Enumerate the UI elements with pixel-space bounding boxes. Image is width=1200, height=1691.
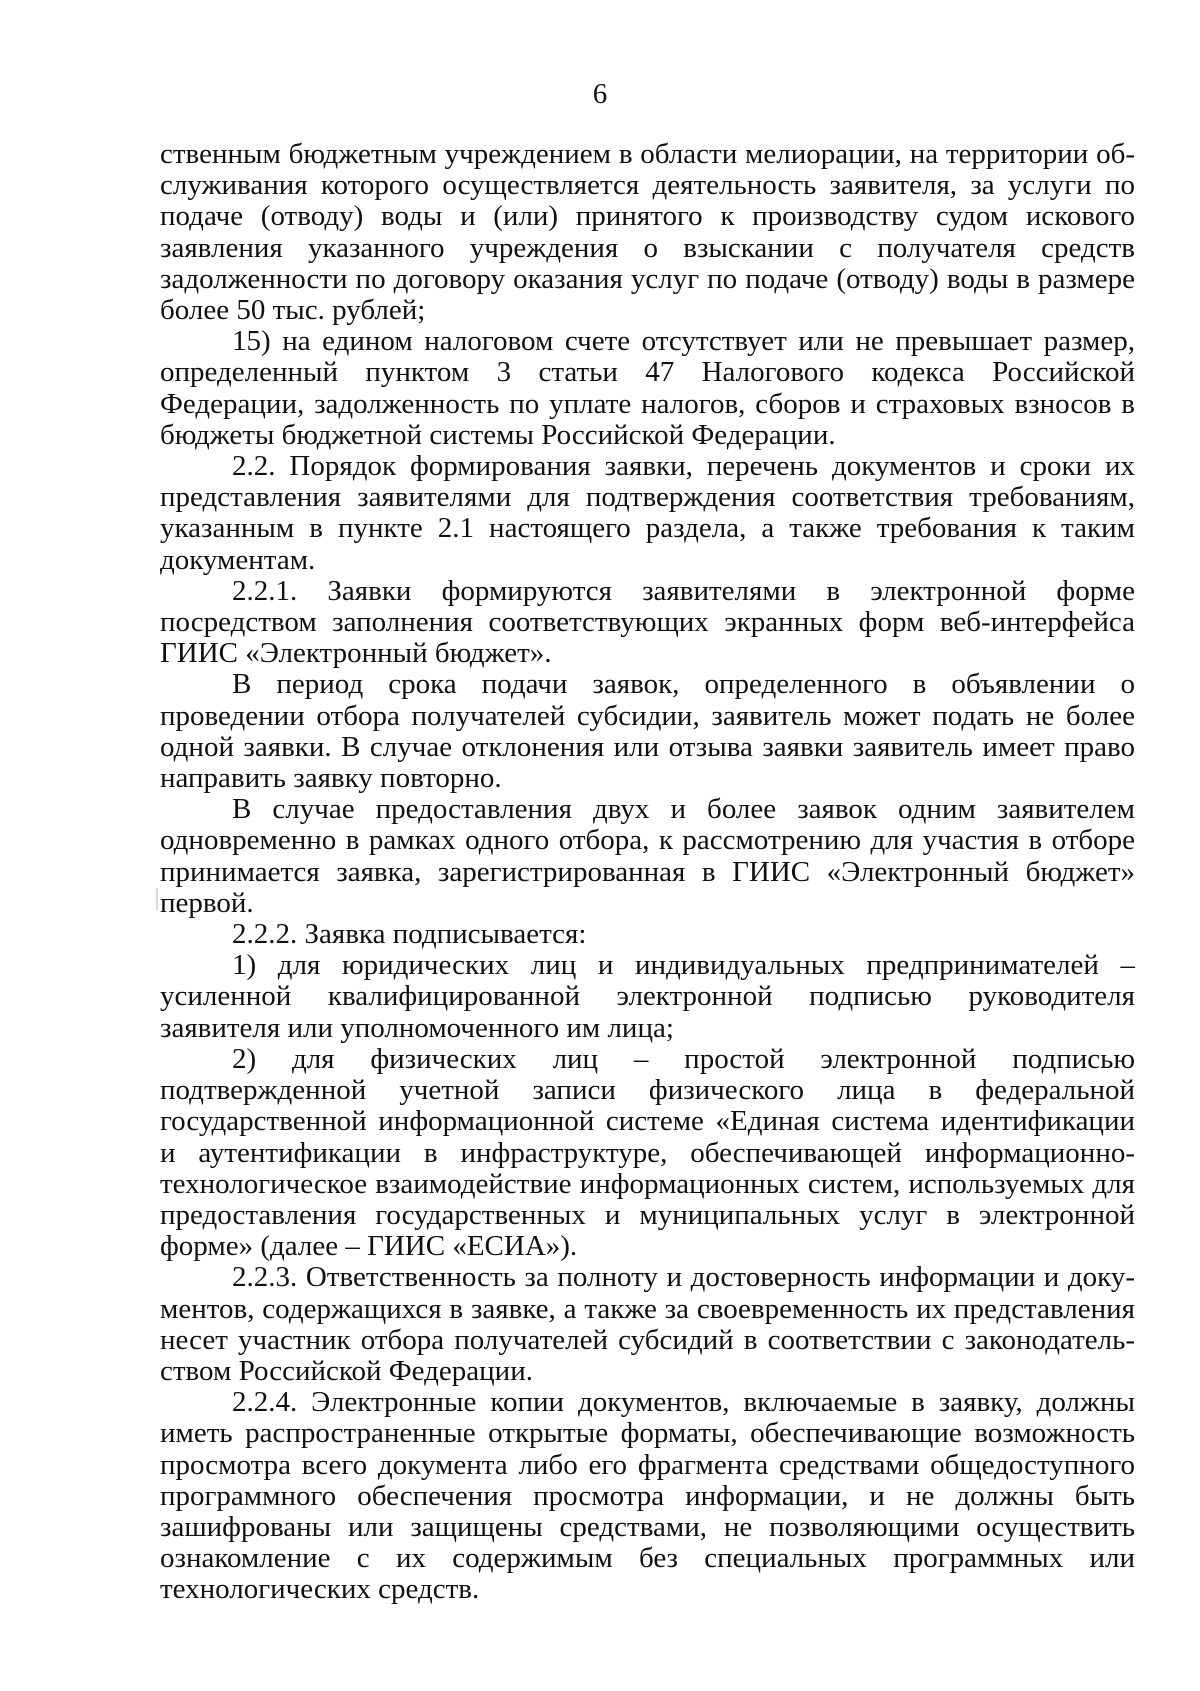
paragraph-item-15: 15) на едином налоговом счете отсутствует или не превышает размер, определенный пунктом 3 статьи 47 Налогового кодекса Российской Федерации, задолженность по уплате налогов, сборов и страховых взносов в бюджеты бюджетной системы Российской Федерации.	[160, 325, 1135, 451]
paragraph-multiple-applications: В случае предоставления двух и более заявок одним заявителем одновременно в рамках одного отбора, к рассмотрению для участия в отборе принимается заявка, зарегистрированная в ГИИС «Электронный бюджет» первой.	[160, 793, 1135, 919]
paragraph-submission-period: В период срока подачи заявок, определенного в объявлении о проведении отбора получателей субсидии, заявитель может подать не более одной заявки. В случае отклонения или отзыва заявки заявитель имеет право направить заявку повторно.	[160, 668, 1135, 795]
page-number: 6	[592, 78, 608, 110]
paragraph-2-2-1: 2.2.1. Заявки формируются заявителями в электронной форме посредством заполнения соответствующих экранных форм веб-интерфейса ГИИС «Электронный бюджет».	[160, 574, 1135, 670]
paragraph-signature-individuals: 2) для физических лиц – простой электронной подписью подтвержденной учетной записи физического лица в федеральной государственной информационной системе «Единая система идентификации и аутентификации в инфраструктуре, обеспечивающей информационно-технологическое взаимодействие информационных систем, используемых для предоставления государственных и муниципальных услуг в электронной форме» (далее – ГИИС «ЕСИА»).	[160, 1042, 1135, 1263]
paragraph-2-2-2: 2.2.2. Заявка подписывается:	[232, 918, 587, 951]
scan-artifact	[156, 888, 158, 910]
paragraph-continuation: ственным бюджетным учреждением в области мелиорации, на территории обслуживания которого осуществляется деятельность заявителя, за услуги по подаче (отводу) воды и (или) принятого к производству судом искового заявления указанного учреждения о взыскании с получателя средств задолженности по договору оказания услуг по подаче (отводу) воды в размере более 50 тыс. рублей;	[160, 138, 1135, 327]
paragraph-signature-legal-entities: 1) для юридических лиц и индивидуальных предпринимателей – усиленной квалифицированной электронной подписью руководителя заявителя или уполномоченного им лица;	[160, 949, 1135, 1044]
document-body	[160, 139, 1135, 1606]
paragraph-2-2-3: 2.2.3. Ответственность за полноту и достоверность информации и документов, содержащихся в заявке, а также за своевременность их представления несет участник отбора получателей субсидий в соответствии с законодательством Российской Федерации.	[160, 1261, 1135, 1387]
paragraph-2-2: 2.2. Порядок формирования заявки, перечень документов и сроки их представления заявителями для подтверждения соответствия требованиям, указанным в пункте 2.1 настоящего раздела, а также требования к таким документам.	[160, 450, 1135, 576]
paragraph-2-2-4: 2.2.4. Электронные копии документов, включаемые в заявку, должны иметь распространенные открытые форматы, обеспечивающие возможность просмотра всего документа либо его фрагмента средствами общедоступного программного обеспечения просмотра информации, и не должны быть зашифрованы или защищены средствами, не позволяющими осуществить ознакомление с их содержимым без специальных программных или технологических средств.	[160, 1386, 1135, 1606]
